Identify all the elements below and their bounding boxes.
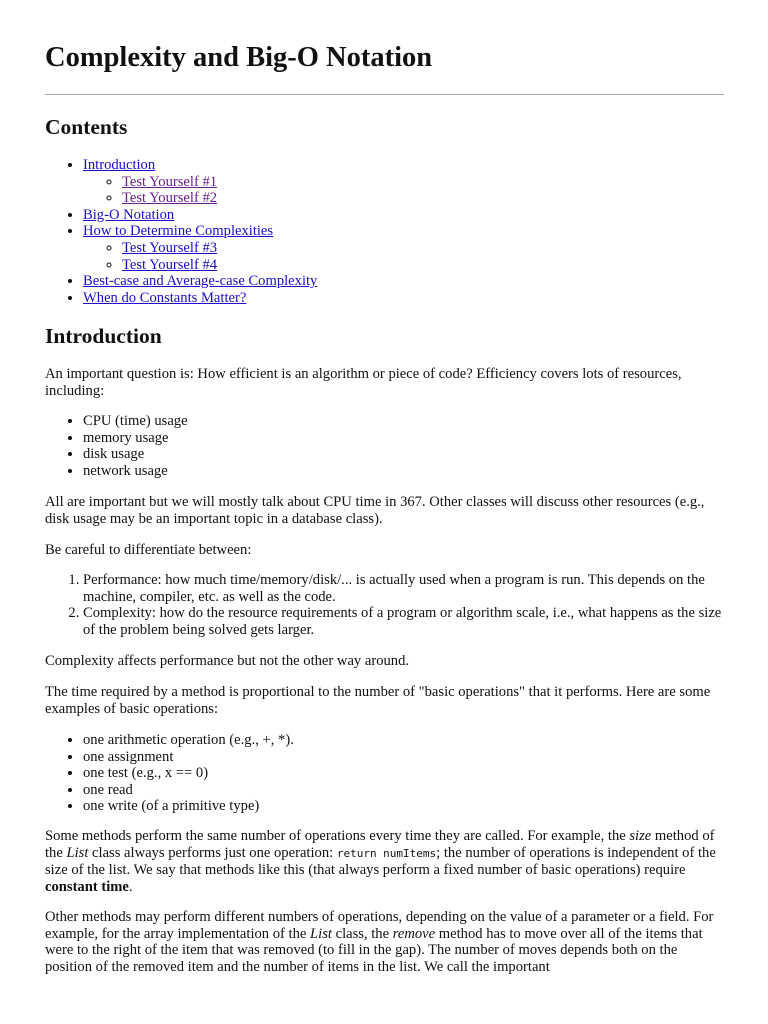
intro-paragraph-cpu-time: All are important but we will mostly talk about CPU time in 367. Other classes will discuss other resources (e.g., disk usage may be an important topic in a database class).: [45, 494, 705, 527]
list-item: • memory usage: [83, 430, 724, 447]
inline-code: return numItems: [336, 846, 437, 860]
toc-link-test-yourself-2[interactable]: Test Yourself #2: [122, 190, 218, 207]
title-divider: [45, 94, 724, 95]
list-item: • disk usage: [83, 446, 724, 463]
list-item: • one arithmetic operation (e.g., +, *).: [83, 732, 724, 749]
list-item: 1. Performance: how much time/memory/disk/... is actually used when a program is run. This depends on the machine, compiler, etc. as well as the code.: [83, 572, 724, 605]
emphasis-remove: remove: [392, 925, 436, 942]
intro-paragraph-efficiency: An important question is: How efficient is an algorithm or piece of code? Efficiency covers lots of resources, including:: [45, 366, 682, 399]
emphasis-list: List: [310, 925, 332, 942]
list-item: 2. Complexity: how do the resource requirements of a program or algorithm scale, i.e., what happens as the size of the problem being solved gets larger.: [83, 605, 724, 638]
bold-constant-time: constant time: [45, 878, 129, 895]
toc-link-big-o-notation[interactable]: Big-O Notation: [83, 206, 175, 223]
list-item: • one write (of a primitive type): [83, 798, 724, 815]
toc-sublist: [83, 174, 724, 207]
list-item: • one assignment: [83, 749, 724, 766]
toc-link-test-yourself-1[interactable]: Test Yourself #1: [122, 173, 218, 190]
toc-item: [83, 207, 724, 224]
intro-paragraph-constant-time: Some methods perform the same number of operations every time they are called. For example, the size method of the List class always performs just one operation: return numItems; the number of operations is independent of the size of the list. We say that methods like this (that always perform a fixed number of basic operations) require constant time.: [45, 828, 716, 895]
intro-paragraph-variable-operations: Other methods may perform different numbers of operations, depending on the value of a parameter or a field. For example, for the array implementation of the List class, the remove method has to move over all of the items that were to the right of the item that was removed (to fill in the gap). The number of moves depends both on the position of the removed item and the number of items in the list. We call the important: [45, 909, 714, 975]
intro-paragraph-differentiate: Be careful to differentiate between:: [45, 542, 252, 558]
introduction-heading: Introduction: [45, 324, 162, 348]
list-item: • CPU (time) usage: [83, 413, 724, 430]
toc-link-constants-matter[interactable]: When do Constants Matter?: [83, 289, 247, 306]
contents-heading: Contents: [45, 115, 128, 139]
toc-link-introduction[interactable]: Introduction: [83, 157, 156, 173]
basic-operations-list: [45, 732, 724, 815]
toc-link-best-average-case[interactable]: Best-case and Average-case Complexity: [83, 273, 318, 290]
list-item: • one test (e.g., x == 0): [83, 765, 724, 782]
toc-item: [83, 223, 724, 273]
toc-item: [83, 290, 724, 307]
list-item: • network usage: [83, 463, 724, 480]
performance-complexity-list: [45, 572, 724, 638]
toc-subitem: [122, 240, 724, 257]
resource-list: [45, 413, 724, 479]
toc-link-test-yourself-3[interactable]: Test Yourself #3: [122, 239, 218, 256]
intro-paragraph-affects: Complexity affects performance but not the other way around.: [45, 653, 410, 669]
toc-link-test-yourself-4[interactable]: Test Yourself #4: [122, 256, 218, 273]
toc-sublist: [83, 240, 724, 273]
toc-link-determine-complexities[interactable]: How to Determine Complexities: [83, 223, 274, 240]
intro-paragraph-basic-operations: The time required by a method is proportional to the number of "basic operations" that it performs. Here are some examples of basic operations:: [45, 684, 711, 717]
list-item: • one read: [83, 782, 724, 799]
toc-subitem: [122, 190, 724, 207]
table-of-contents: [45, 157, 724, 306]
toc-item: [83, 157, 724, 207]
toc-subitem: [122, 257, 724, 274]
toc-item: [83, 273, 724, 290]
emphasis-list: List: [66, 844, 89, 861]
page-title: Complexity and Big-O Notation: [45, 42, 433, 73]
emphasis-size: size: [629, 828, 652, 844]
toc-subitem: [122, 174, 724, 191]
